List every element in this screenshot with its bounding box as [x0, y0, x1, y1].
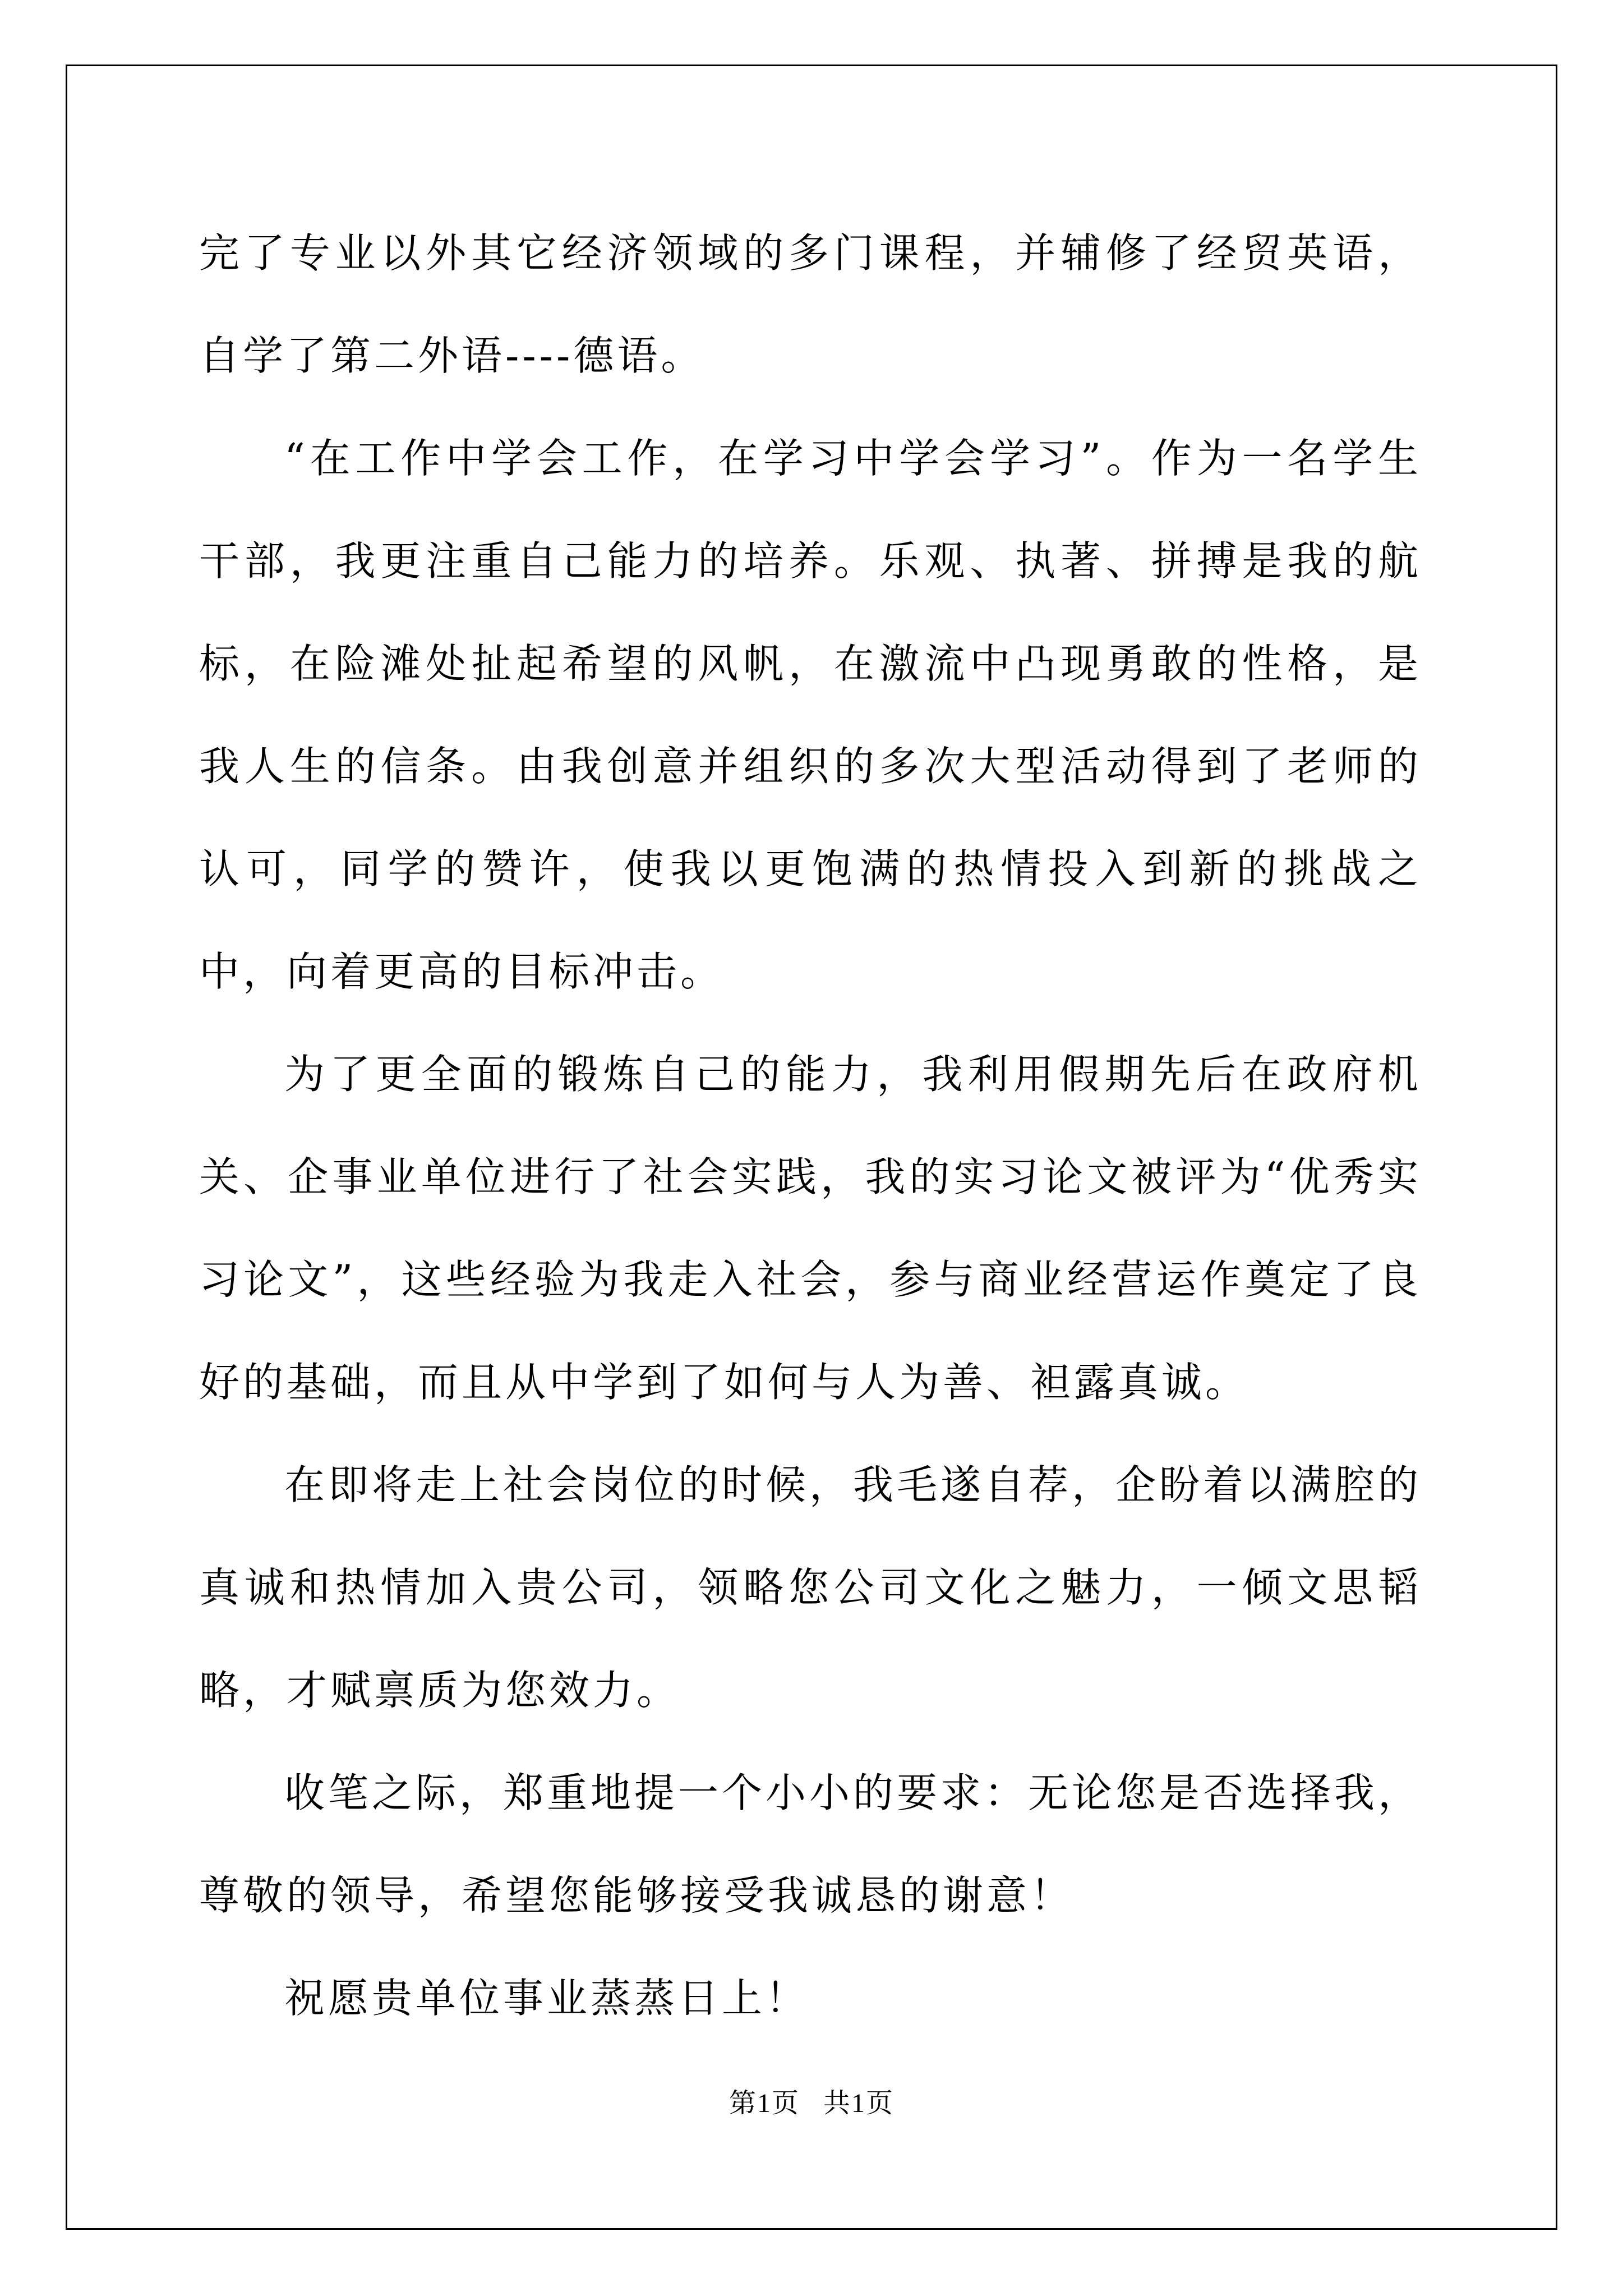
page-number: 第1页	[728, 2088, 800, 2118]
paragraph-6: 祝愿贵单位事业蒸蒸日上！	[284, 1975, 810, 2022]
page-total: 共1页	[823, 2088, 895, 2118]
paragraph-2: “在工作中学会工作，在学习中学会学习”。作为一名学生干部，我更注重自己能力的培养。乐观、执著、拼搏是我的航标，在险滩处扯起希望的风帆，在激流中凸现勇敢的性格，是我人生的信条。由我创意并组织的多次大型活动得到了老师的认可，同学的赞许，使我以更饱满的热情投入到新的挑战之中，向着更高的目标冲击。	[199, 435, 1422, 995]
page-footer	[0, 2087, 1623, 2120]
paragraph-5: 收笔之际，郑重地提一个小小的要求：无论您是否选择我，尊敬的领导，希望您能够接受我诚恳的谢意！	[199, 1769, 1422, 1919]
paragraph-3: 为了更全面的锻炼自己的能力，我利用假期先后在政府机关、企事业单位进行了社会实践，我的实习论文被评为“优秀实习论文”，这些经验为我走入社会，参与商业经营运作奠定了良好的基础，而且从中学到了如何与人为善、袒露真诚。	[199, 1051, 1422, 1406]
paragraph-1: 完了专业以外其它经济领域的多门课程，并辅修了经贸英语，自学了第二外语----德语。	[199, 229, 1422, 379]
paragraph-4: 在即将走上社会岗位的时候，我毛遂自荐，企盼着以满腔的真诚和热情加入贵公司，领略您公司文化之魅力，一倾文思韬略，才赋禀质为您效力。	[199, 1461, 1422, 1714]
document-body	[199, 202, 1422, 2050]
